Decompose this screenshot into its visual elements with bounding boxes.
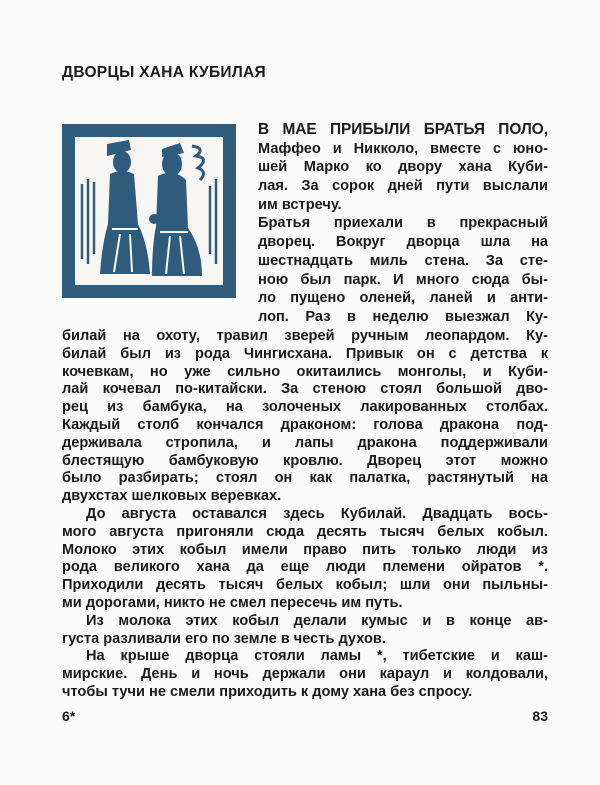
text-line: ною был парк. И много сюда бы- <box>258 271 548 288</box>
text-line: Маффео и Никколо, вместе с юно- <box>258 140 548 157</box>
text-line: держивала стропила, и лапы дракона поддерживали <box>62 434 548 451</box>
text-line: лая. За сорок дней пути выслали <box>258 178 548 195</box>
text-line: Из молока этих кобыл делали кумыс и в конце ав- <box>86 612 548 629</box>
text-line: билай был из рода Чингисхана. Привык он с детства к <box>62 345 548 362</box>
text-line: На крыше дворца стояли ламы *, тибетские и каш- <box>86 648 548 665</box>
text-line: мого августа пригоняли сюда десять тысяч белых кобыл. <box>62 523 548 540</box>
signature-mark: 6* <box>62 708 76 724</box>
text-line: лай кочевал по-китайски. За стеною стоял большой дво- <box>62 381 548 398</box>
woodcut-illustration <box>62 124 236 298</box>
text-line: рец из бамбука, на золоченых лакированных столбах. <box>62 399 548 416</box>
text-line: ми дорогами, никто не смел пересечь им путь. <box>62 594 403 611</box>
text-line: дворец. Вокруг дворца шла на <box>258 234 548 251</box>
text-line: Приходили десять тысяч белых кобыл; шли они пыльны- <box>62 577 548 594</box>
chapter-title: ДВОРЦЫ ХАНА КУБИЛАЯ <box>62 64 266 81</box>
text-line: шестнадцать миль стена. За сте- <box>258 252 548 269</box>
text-line: Братья приехали в прекрасный <box>258 215 548 232</box>
text-line: билай на охоту, травил зверей ручным леопардом. Ку- <box>62 328 548 344</box>
text-line: чтобы тучи не смели приходить к дому хана без спросу. <box>62 683 473 700</box>
text-line: лоп. Раз в неделю выезжал Ку- <box>258 308 548 325</box>
text-line: Молоко этих кобыл имели право пить только люди из <box>62 541 548 558</box>
right-column-text <box>258 121 548 327</box>
text-line: Каждый столб кончался драконом: голова дракона под- <box>62 416 548 433</box>
text-line: двухстах шелковых веревках. <box>62 488 282 505</box>
text-line: ло пущено оленей, ланей и анти- <box>258 290 548 307</box>
text-line: кочевкам, но уже сильно окитаились монголы, и Куби- <box>62 363 548 380</box>
lead-in-line: В МАЕ ПРИБЫЛИ БРАТЬЯ ПОЛО, <box>258 121 548 138</box>
page-number: 83 <box>532 708 548 724</box>
full-width-text <box>62 328 548 702</box>
text-line: им встречу. <box>258 196 342 213</box>
text-line: рода великого хана да еще люди племени ойратов *. <box>62 559 548 576</box>
text-line: густа разливали его по земле в честь духов. <box>62 630 386 647</box>
text-line: До августа оставался здесь Кубилай. Двадцать вось- <box>86 505 548 522</box>
text-line: шей Марко ко двору хана Куби- <box>258 159 548 176</box>
text-line: мирские. День и ночь держали они караул и колдовали, <box>62 666 548 683</box>
text-line: блестящую бамбуковую кровлю. Дворец этот можно <box>62 452 548 469</box>
text-line: было разбирать; стоял он как палатка, растянутый на <box>62 470 548 487</box>
